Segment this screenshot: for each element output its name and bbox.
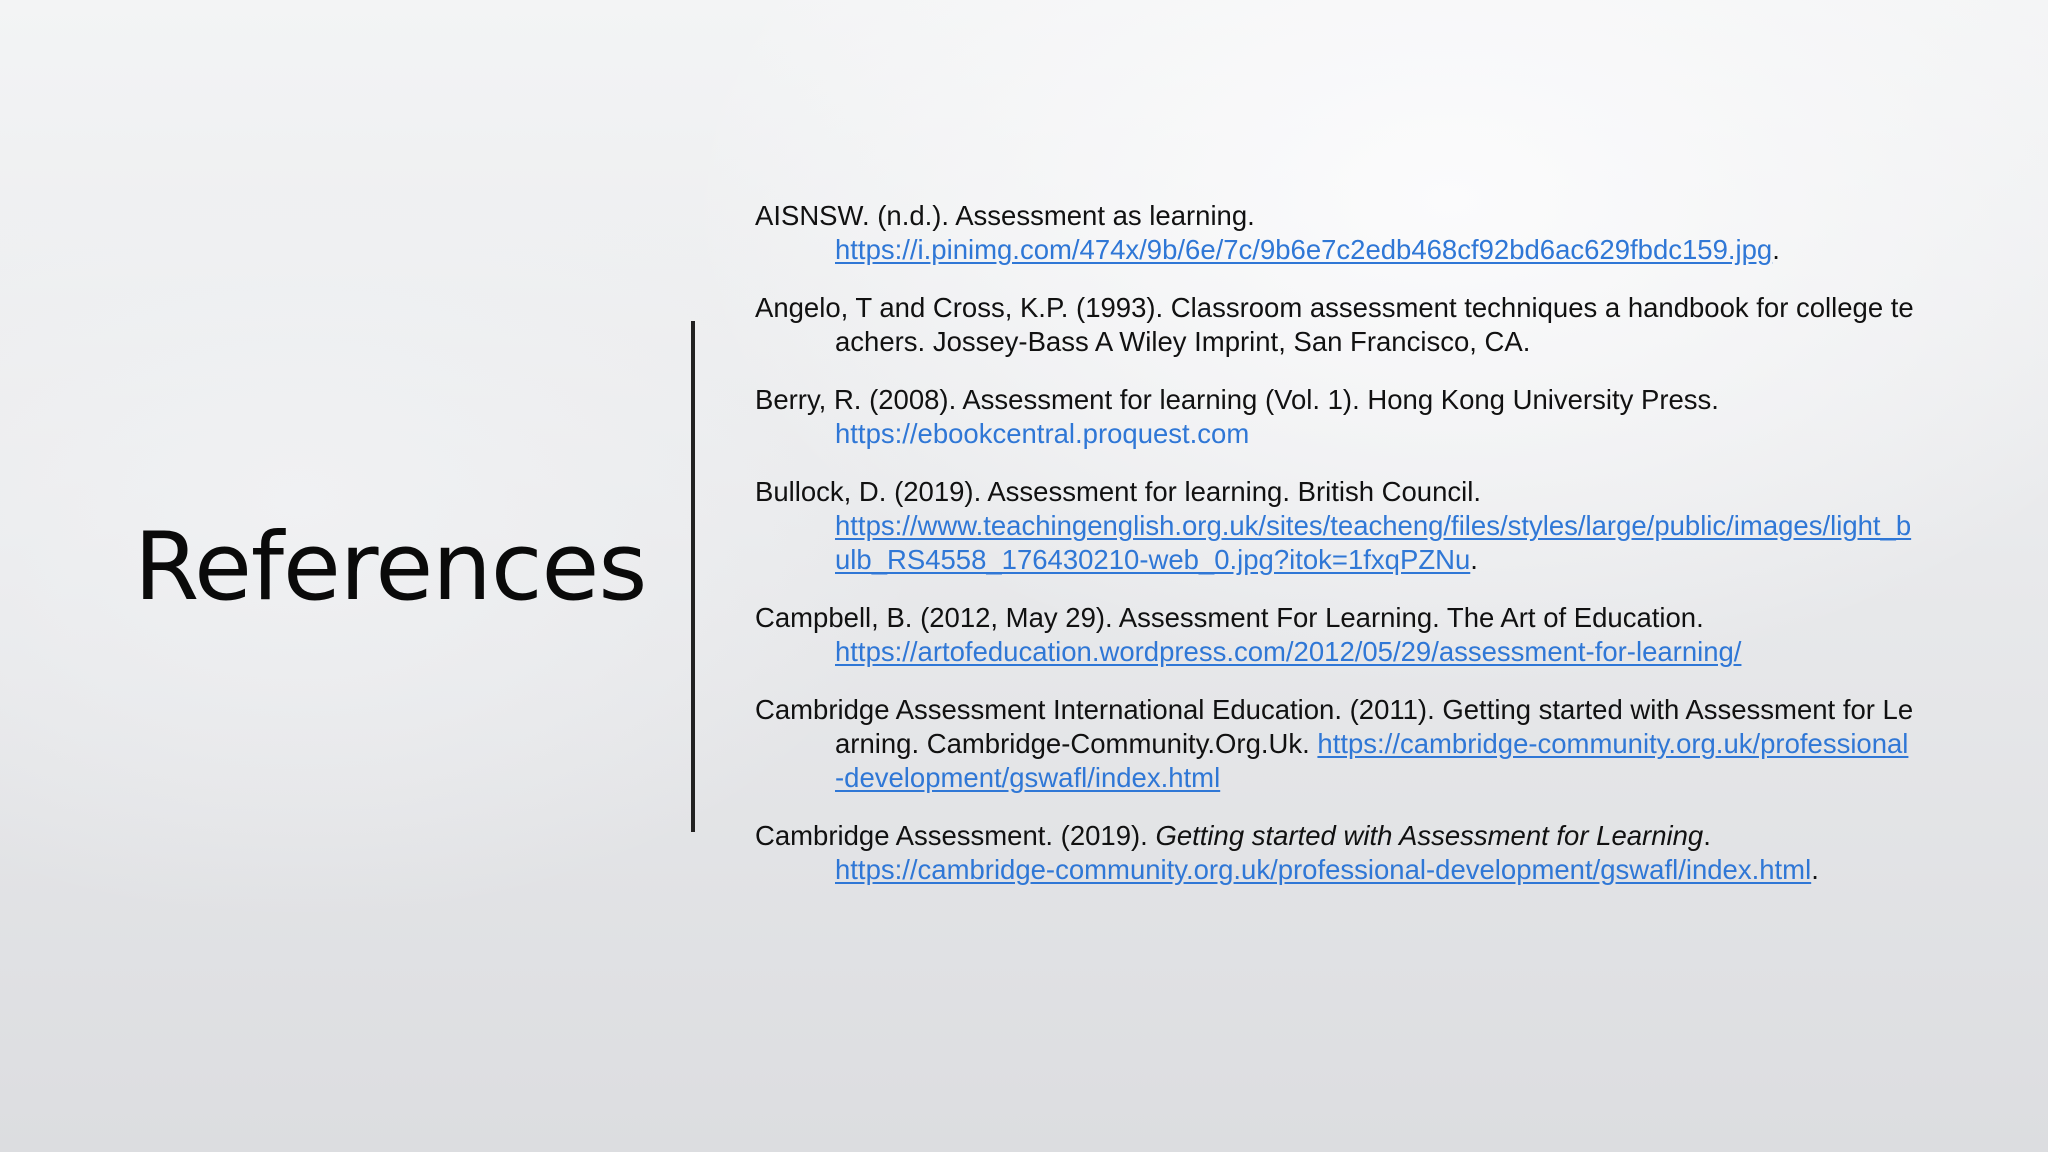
vertical-divider <box>691 321 695 832</box>
reference-link[interactable]: https://i.pinimg.com/474x/9b/6e/7c/9b6e7c2edb468cf92bd6ac629fbdc159.jpg <box>835 234 1773 265</box>
reference-item <box>755 693 1915 795</box>
slide-title: References <box>134 513 647 622</box>
reference-text: Angelo, T and Cross, K.P. (1993). Classroom assessment techniques a handbook for college teachers. Jossey-Bass A Wiley Imprint, San Francisco, CA. <box>755 292 1914 357</box>
reference-item <box>755 475 1915 577</box>
reference-item <box>755 291 1915 359</box>
reference-link[interactable]: https://www.teachingenglish.org.uk/sites/teacheng/files/styles/large/public/images/light_bulb_RS4558_176430210-web_0.jpg?itok=1fxqPZNu <box>835 510 1912 575</box>
reference-item <box>755 199 1915 267</box>
reference-italic-title: Getting started with Assessment for Learning <box>1155 820 1704 851</box>
reference-text: Berry, R. (2008). Assessment for learning (Vol. 1). Hong Kong University Press. <box>755 384 1719 415</box>
reference-link[interactable]: https://cambridge-community.org.uk/professional-development/gswafl/index.html <box>835 854 1812 885</box>
reference-link[interactable]: https://artofeducation.wordpress.com/2012/05/29/assessment-for-learning/ <box>835 636 1742 667</box>
reference-text: Cambridge Assessment International Education. (2011). Getting started with Assessment for Learning. Cambridge-Community.Org.Uk. <box>755 694 1914 759</box>
reference-item <box>755 601 1915 669</box>
reference-link[interactable]: https://cambridge-community.org.uk/professional-development/gswafl/index.html <box>835 728 1909 793</box>
reference-text: Bullock, D. (2019). Assessment for learning. British Council. <box>755 476 1481 507</box>
reference-text: Campbell, B. (2012, May 29). Assessment For Learning. The Art of Education. <box>755 602 1704 633</box>
reference-punctuation: . <box>1470 544 1478 575</box>
reference-item <box>755 383 1915 451</box>
reference-text: Cambridge Assessment. (2019). <box>755 820 1148 851</box>
reference-text: AISNSW. (n.d.). Assessment as learning. <box>755 200 1255 231</box>
reference-link[interactable]: https://ebookcentral.proquest.com <box>835 418 1250 449</box>
reference-punctuation: . <box>1772 234 1780 265</box>
reference-punctuation: . <box>1703 820 1711 851</box>
references-list <box>755 199 1915 911</box>
reference-punctuation: . <box>1811 854 1819 885</box>
reference-item <box>755 819 1915 887</box>
